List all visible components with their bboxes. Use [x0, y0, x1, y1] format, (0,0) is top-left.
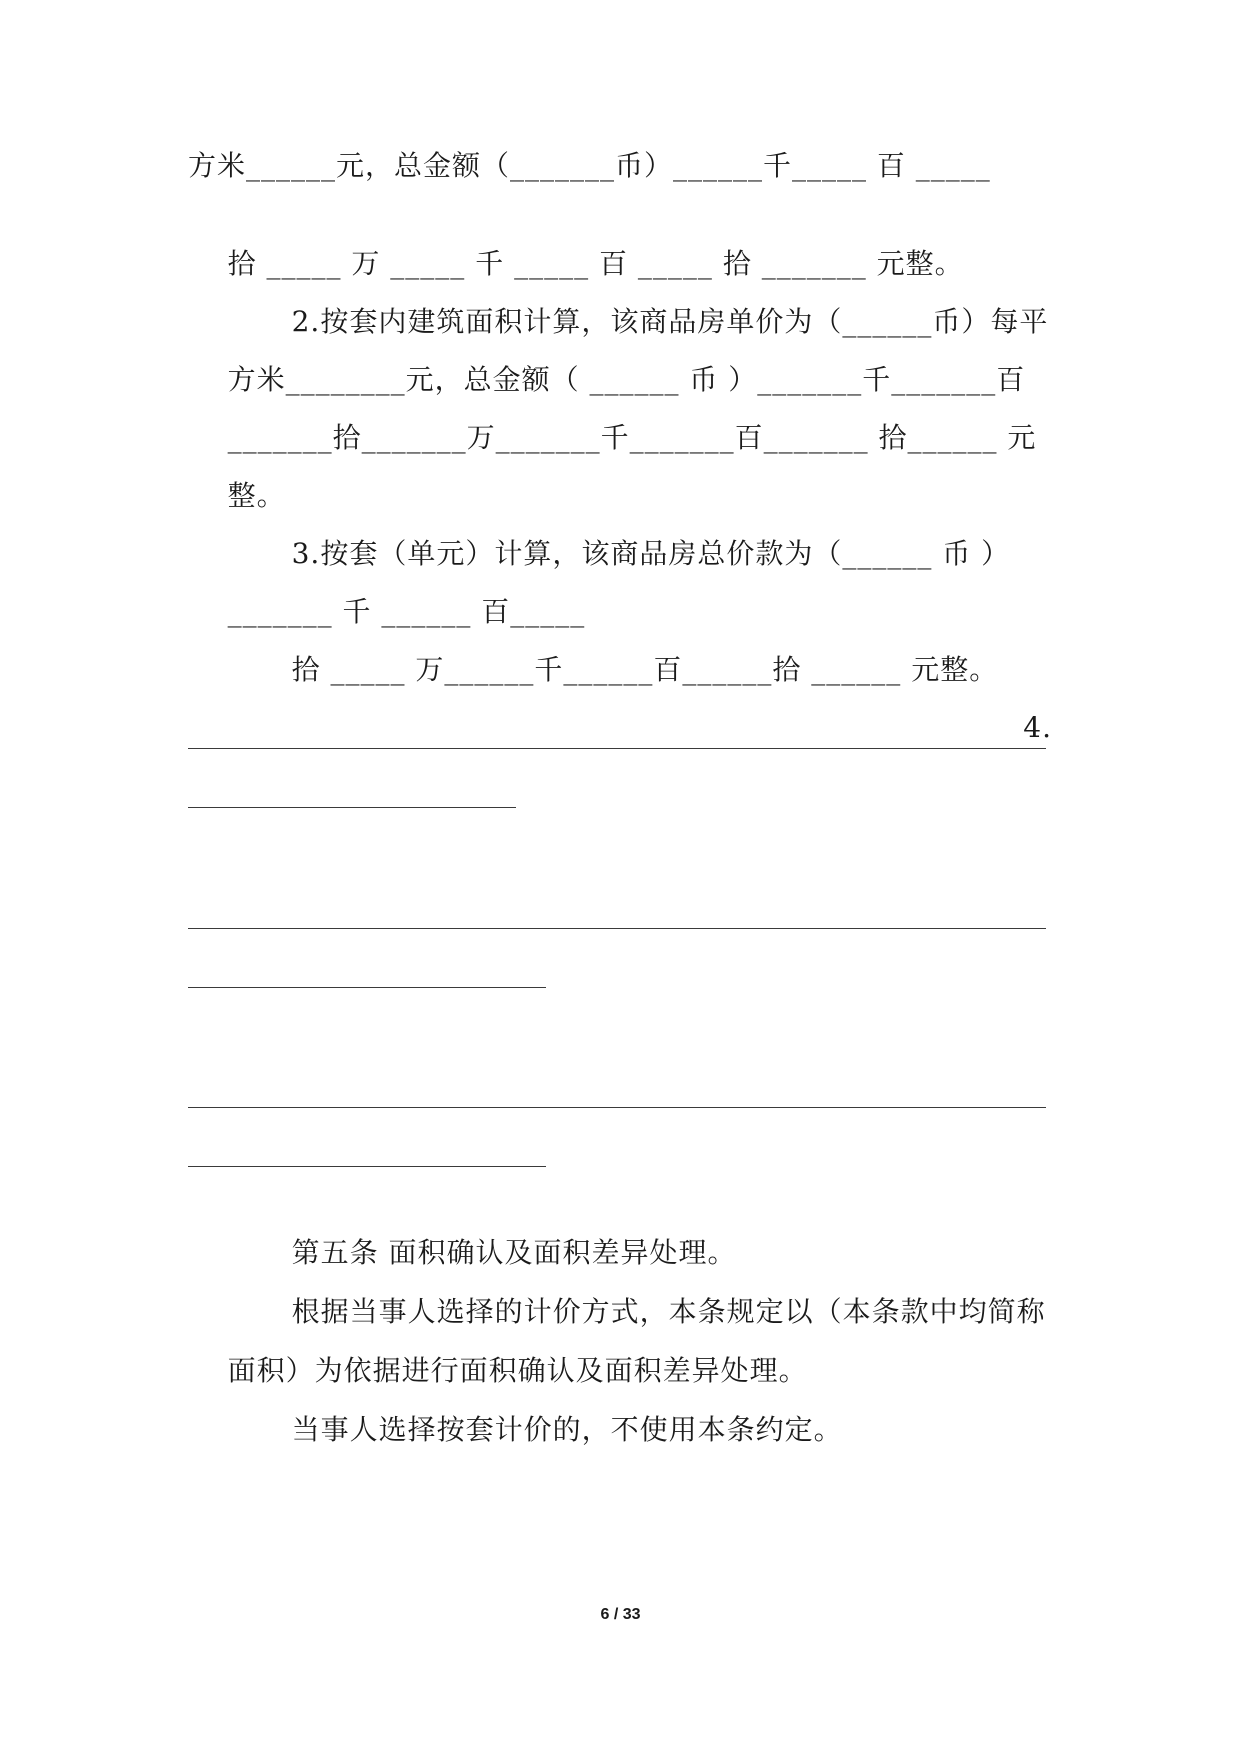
page-number — [0, 1606, 1241, 1624]
text-line-12-content: 根据当事人选择的计价方式，本条规定以（本条款中均简称 — [291, 1295, 1046, 1328]
text-line-5-content: _______拾_______万_______千_______百_______ 拾______ 元 — [227, 421, 1037, 454]
text-line-3-content: 2.按套内建筑面积计算，该商品房单价为（______币）每平 — [291, 305, 1049, 338]
text-line-14-content: 当事人选择按套计价的，不使用本条约定。 — [291, 1413, 843, 1446]
blank-rule-1b — [188, 807, 516, 808]
text-line-13-content: 面积）为依据进行面积确认及面积差异处理。 — [227, 1354, 808, 1387]
text-line-2-content: 拾 _____ 万 _____ 千 _____ 百 _____ 拾 _______ 元整。 — [227, 247, 964, 280]
text-line-9-content: 拾 _____ 万______千______百______拾 ______ 元整。 — [291, 653, 999, 686]
text-line-8-content: _______ 千 ______ 百_____ — [227, 595, 586, 628]
text-line-4-content: 方米________元，总金额（ ______ 币 ）_______千_______百 — [227, 363, 1026, 396]
blank-rule-2a — [188, 928, 1046, 929]
page-number-text: 6 / 33 — [600, 1606, 641, 1623]
text-line-1-content: 方米______元，总金额（_______币）______千_____ 百 _____ — [188, 149, 991, 182]
text-line-1 — [188, 146, 1052, 186]
article-5-heading-text: 第五条 面积确认及面积差异处理。 — [291, 1236, 737, 1269]
blank-rule-1a — [188, 748, 1046, 749]
text-line-7-content: 3.按套（单元）计算，该商品房总价款为（______ 币 ） — [291, 537, 1011, 570]
text-line-10 — [188, 668, 1052, 788]
blank-rule-3a — [188, 1107, 1046, 1108]
text-line-14 — [252, 1370, 1052, 1490]
blank-rule-3b — [188, 1166, 546, 1167]
blank-rule-2b — [188, 987, 546, 988]
text-line-6-content: 整。 — [227, 479, 286, 512]
item-4-number: 4. — [1023, 711, 1052, 744]
